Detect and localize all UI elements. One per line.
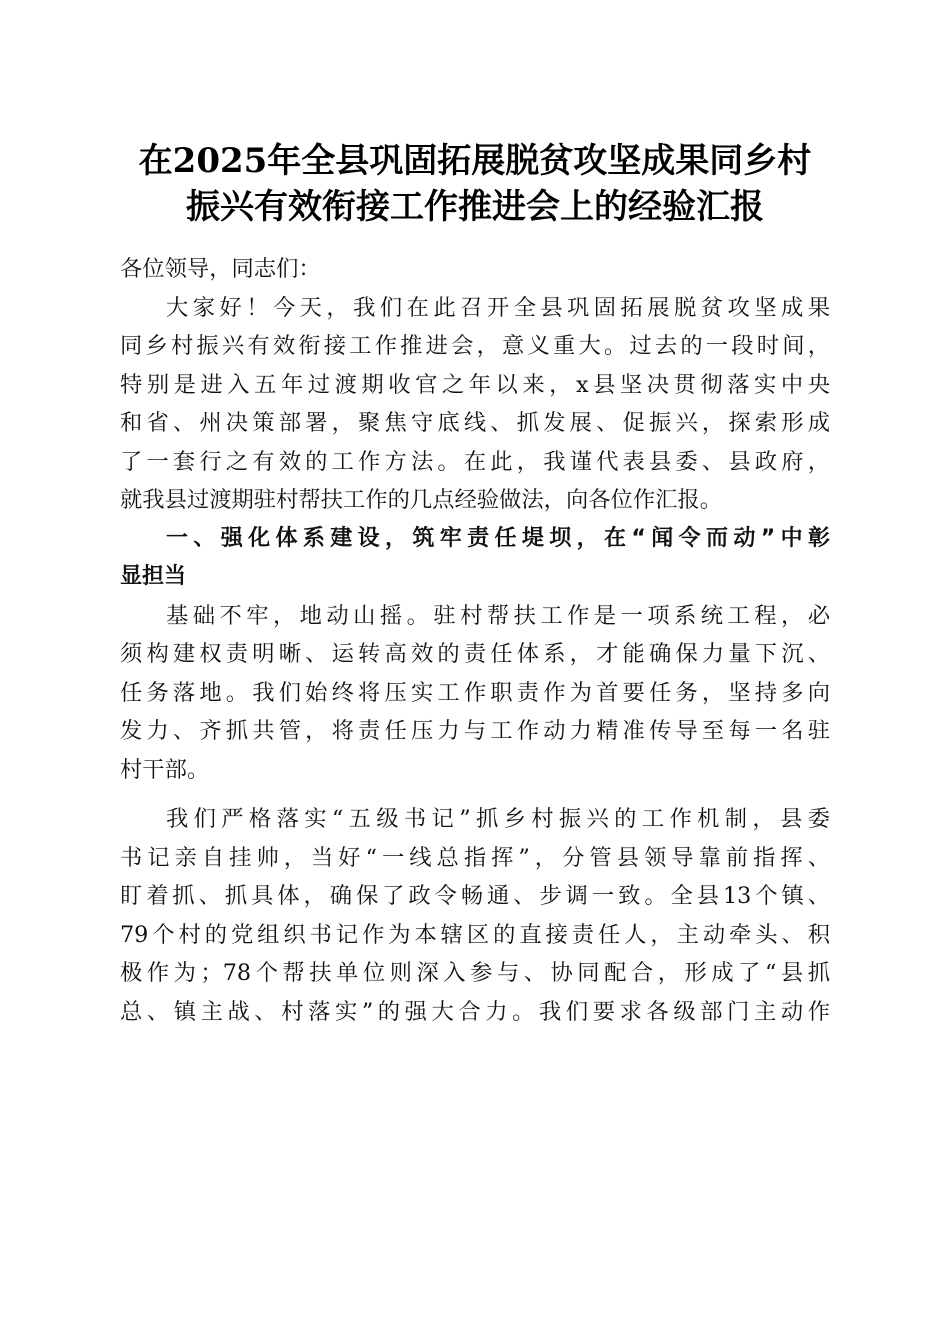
paragraph-line: 任务落地。我们始终将压实工作职责作为首要任务，坚持多向 (120, 679, 830, 706)
paragraph-line: 发力、齐抓共管，将责任压力与工作动力精准传导至每一名驻 (120, 718, 830, 744)
paragraph-line: 就我县过渡期驻村帮扶工作的几点经验做法，向各位作汇报。 (120, 487, 723, 513)
document-title (100, 138, 850, 230)
heading-line: 显担当 (120, 564, 187, 589)
paragraph-line: 了一套行之有效的工作方法。在此，我谨代表县委、县政府， (120, 448, 830, 475)
paragraph-line: 须构建权责明晰、运转高效的责任体系，才能确保力量下沉、 (120, 641, 830, 667)
title-line-1: 在2025年全县巩固拓展脱贫攻坚成果同乡村 (138, 141, 812, 181)
paragraph-line: 基础不牢，地动山摇。驻村帮扶工作是一项系统工程，必 (166, 602, 830, 629)
salutation: 各位领导，同志们： (120, 256, 321, 282)
paragraph-spacer (120, 789, 830, 800)
paragraph-line: 和省、州决策部署，聚焦守底线、抓发展、促振兴，探索形成 (120, 410, 830, 436)
paragraph-line: 特别是进入五年过渡期收官之年以来，x县坚决贯彻落实中央 (120, 371, 830, 398)
paragraph-line: 盯着抓、抓具体，确保了政令畅通、步调一致。全县13个镇、 (120, 883, 830, 909)
document-body (120, 250, 830, 1031)
paragraph-line: 大家好！今天，我们在此召开全县巩固拓展脱贫攻坚成果 (166, 294, 830, 321)
paragraph-line: 总、镇主战、村落实”的强大合力。我们要求各级部门主动作 (120, 998, 830, 1025)
paragraph-1 (120, 289, 830, 520)
paragraph-line: 村干部。 (120, 756, 210, 783)
paragraph-line: 我们严格落实“五级书记”抓乡村振兴的工作机制，县委 (166, 806, 830, 832)
paragraph-2 (120, 597, 830, 790)
paragraph-line: 同乡村振兴有效衔接工作推进会，意义重大。过去的一段时间， (120, 333, 830, 359)
paragraph-line: 极作为；78个帮扶单位则深入参与、协同配合，形成了“县抓 (120, 960, 830, 986)
title-line-2: 振兴有效衔接工作推进会上的经验汇报 (186, 187, 764, 227)
paragraph-line: 79个村的党组织书记作为本辖区的直接责任人，主动牵头、积 (120, 921, 830, 948)
paragraph-3 (120, 800, 830, 1031)
heading-line: 一、强化体系建设，筑牢责任堤坝，在“闻令而动”中彰 (166, 525, 830, 551)
section-heading-1 (120, 520, 830, 597)
paragraph-line: 书记亲自挂帅，当好“一线总指挥”，分管县领导靠前指挥、 (120, 844, 830, 871)
